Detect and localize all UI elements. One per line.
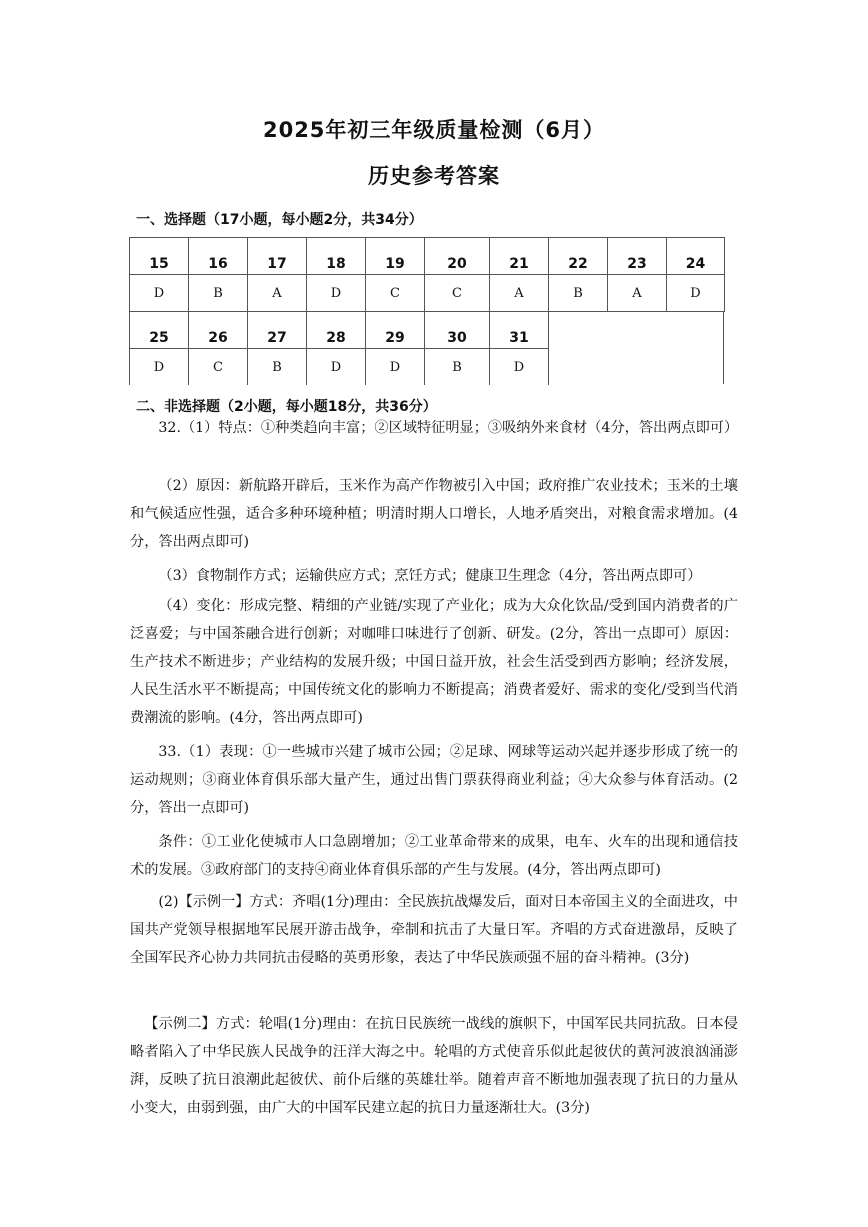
answer-cell: D [307,275,366,312]
question-number: 15 [130,238,189,275]
answer-paragraph: 33.（1）表现：①一些城市兴建了城市公园；②足球、网球等运动兴起并逐步形成了统一的运动规则；③商业体育俱乐部大量产生，通过出售门票获得商业利益；④大众参与体育活动。(2分，答出一点即可) [130,744,738,816]
answer-cell: D [307,349,366,386]
question-number: 28 [307,312,366,349]
question-number: 30 [425,312,490,349]
answer-row [130,275,725,312]
question-number: 23 [608,238,667,275]
answer-cell: D [366,349,425,386]
answer-cell: B [549,275,608,312]
answer-cell: C [366,275,425,312]
section-heading-nonchoice: 二、非选择题（2小题，每小题18分，共36分） [136,399,437,415]
section-heading-choice: 一、选择题（17小题，每小题2分，共34分） [136,212,423,228]
answer-cell: D [130,275,189,312]
document-title: 2025年初三年级质量检测（6月） [262,118,606,142]
question-number-row [130,312,549,349]
question-number: 17 [248,238,307,275]
answer-cell: C [189,349,248,386]
document-subtitle: 历史参考答案 [368,164,500,188]
question-number: 19 [366,238,425,275]
question-number: 22 [549,238,608,275]
question-number: 24 [667,238,725,275]
answer-cell: C [425,275,490,312]
answer-row [130,349,549,386]
answer-paragraph: （3）食物制作方式；运输供应方式；烹饪方式；健康卫生理念（4分，答出两点即可） [158,568,702,584]
answer-cell: D [490,349,549,386]
empty-grid-cell [547,311,724,384]
answer-cell: D [130,349,189,386]
answer-cell: A [490,275,549,312]
question-number: 21 [490,238,549,275]
answer-cell: B [425,349,490,386]
answer-paragraph: （2）原因：新航路开辟后，玉米作为高产作物被引入中国；政府推广农业技术；玉米的土壤和气候适应性强，适合多种环境种植；明清时期人口增长，人地矛盾突出，对粮食需求增加。(4分，答出两点即可) [130,478,738,550]
question-number: 20 [425,238,490,275]
question-number: 29 [366,312,425,349]
answer-cell: A [608,275,667,312]
answer-grid-row1 [129,237,725,312]
answer-cell: A [248,275,307,312]
question-number: 18 [307,238,366,275]
question-number: 26 [189,312,248,349]
answer-cell: B [248,349,307,386]
answer-cell: B [189,275,248,312]
answer-paragraph: 32.（1）特点：①种类趋向丰富；②区域特征明显；③吸纳外来食材（4分，答出两点即可） [158,420,739,436]
answer-paragraph: 条件：①工业化使城市人口急剧增加；②工业革命带来的成果，电车、火车的出现和通信技术的发展。③政府部门的支持④商业体育俱乐部的产生与发展。(4分，答出两点即可) [130,834,738,878]
question-number: 25 [130,312,189,349]
answer-grid-row2 [129,311,549,385]
answer-paragraph: 【示例二】方式：轮唱(1分)理由：在抗日民族统一战线的旗帜下，中国军民共同抗敌。日本侵略者陷入了中华民族人民战争的汪洋大海之中。轮唱的方式使音乐似此起彼伏的黄河波浪汹涌澎湃，反映了抗日浪潮此起彼伏、前仆后继的英雄壮举。随着声音不断地加强表现了抗日的力量从小变大，由弱到强，由广大的中国军民建立起的抗日力量逐渐壮大。(3分) [130,1016,738,1116]
question-number: 31 [490,312,549,349]
answer-paragraph: (2)【示例一】方式：齐唱(1分)理由：全民族抗战爆发后，面对日本帝国主义的全面进攻，中国共产党领导根据地军民展开游击战争，牵制和抗击了大量日军。齐唱的方式奋进激昂，反映了全国军民齐心协力共同抗击侵略的英勇形象，表达了中华民族顽强不屈的奋斗精神。(3分) [130,894,738,966]
question-number-row [130,238,725,275]
answer-paragraph: （4）变化：形成完整、精细的产业链/实现了产业化；成为大众化饮品/受到国内消费者的广泛喜爱；与中国茶融合进行创新；对咖啡口味进行了创新、研发。(2分，答出一点即可）原因：生产技术不断进步；产业结构的发展升级；中国日益开放，社会生活受到西方影响；经济发展，人民生活水平不断提高；中国传统文化的影响力不断提高；消费者爱好、需求的变化/受到当代消费潮流的影响。(4分，答出两点即可) [130,598,738,726]
question-number: 16 [189,238,248,275]
answer-cell: D [667,275,725,312]
question-number: 27 [248,312,307,349]
